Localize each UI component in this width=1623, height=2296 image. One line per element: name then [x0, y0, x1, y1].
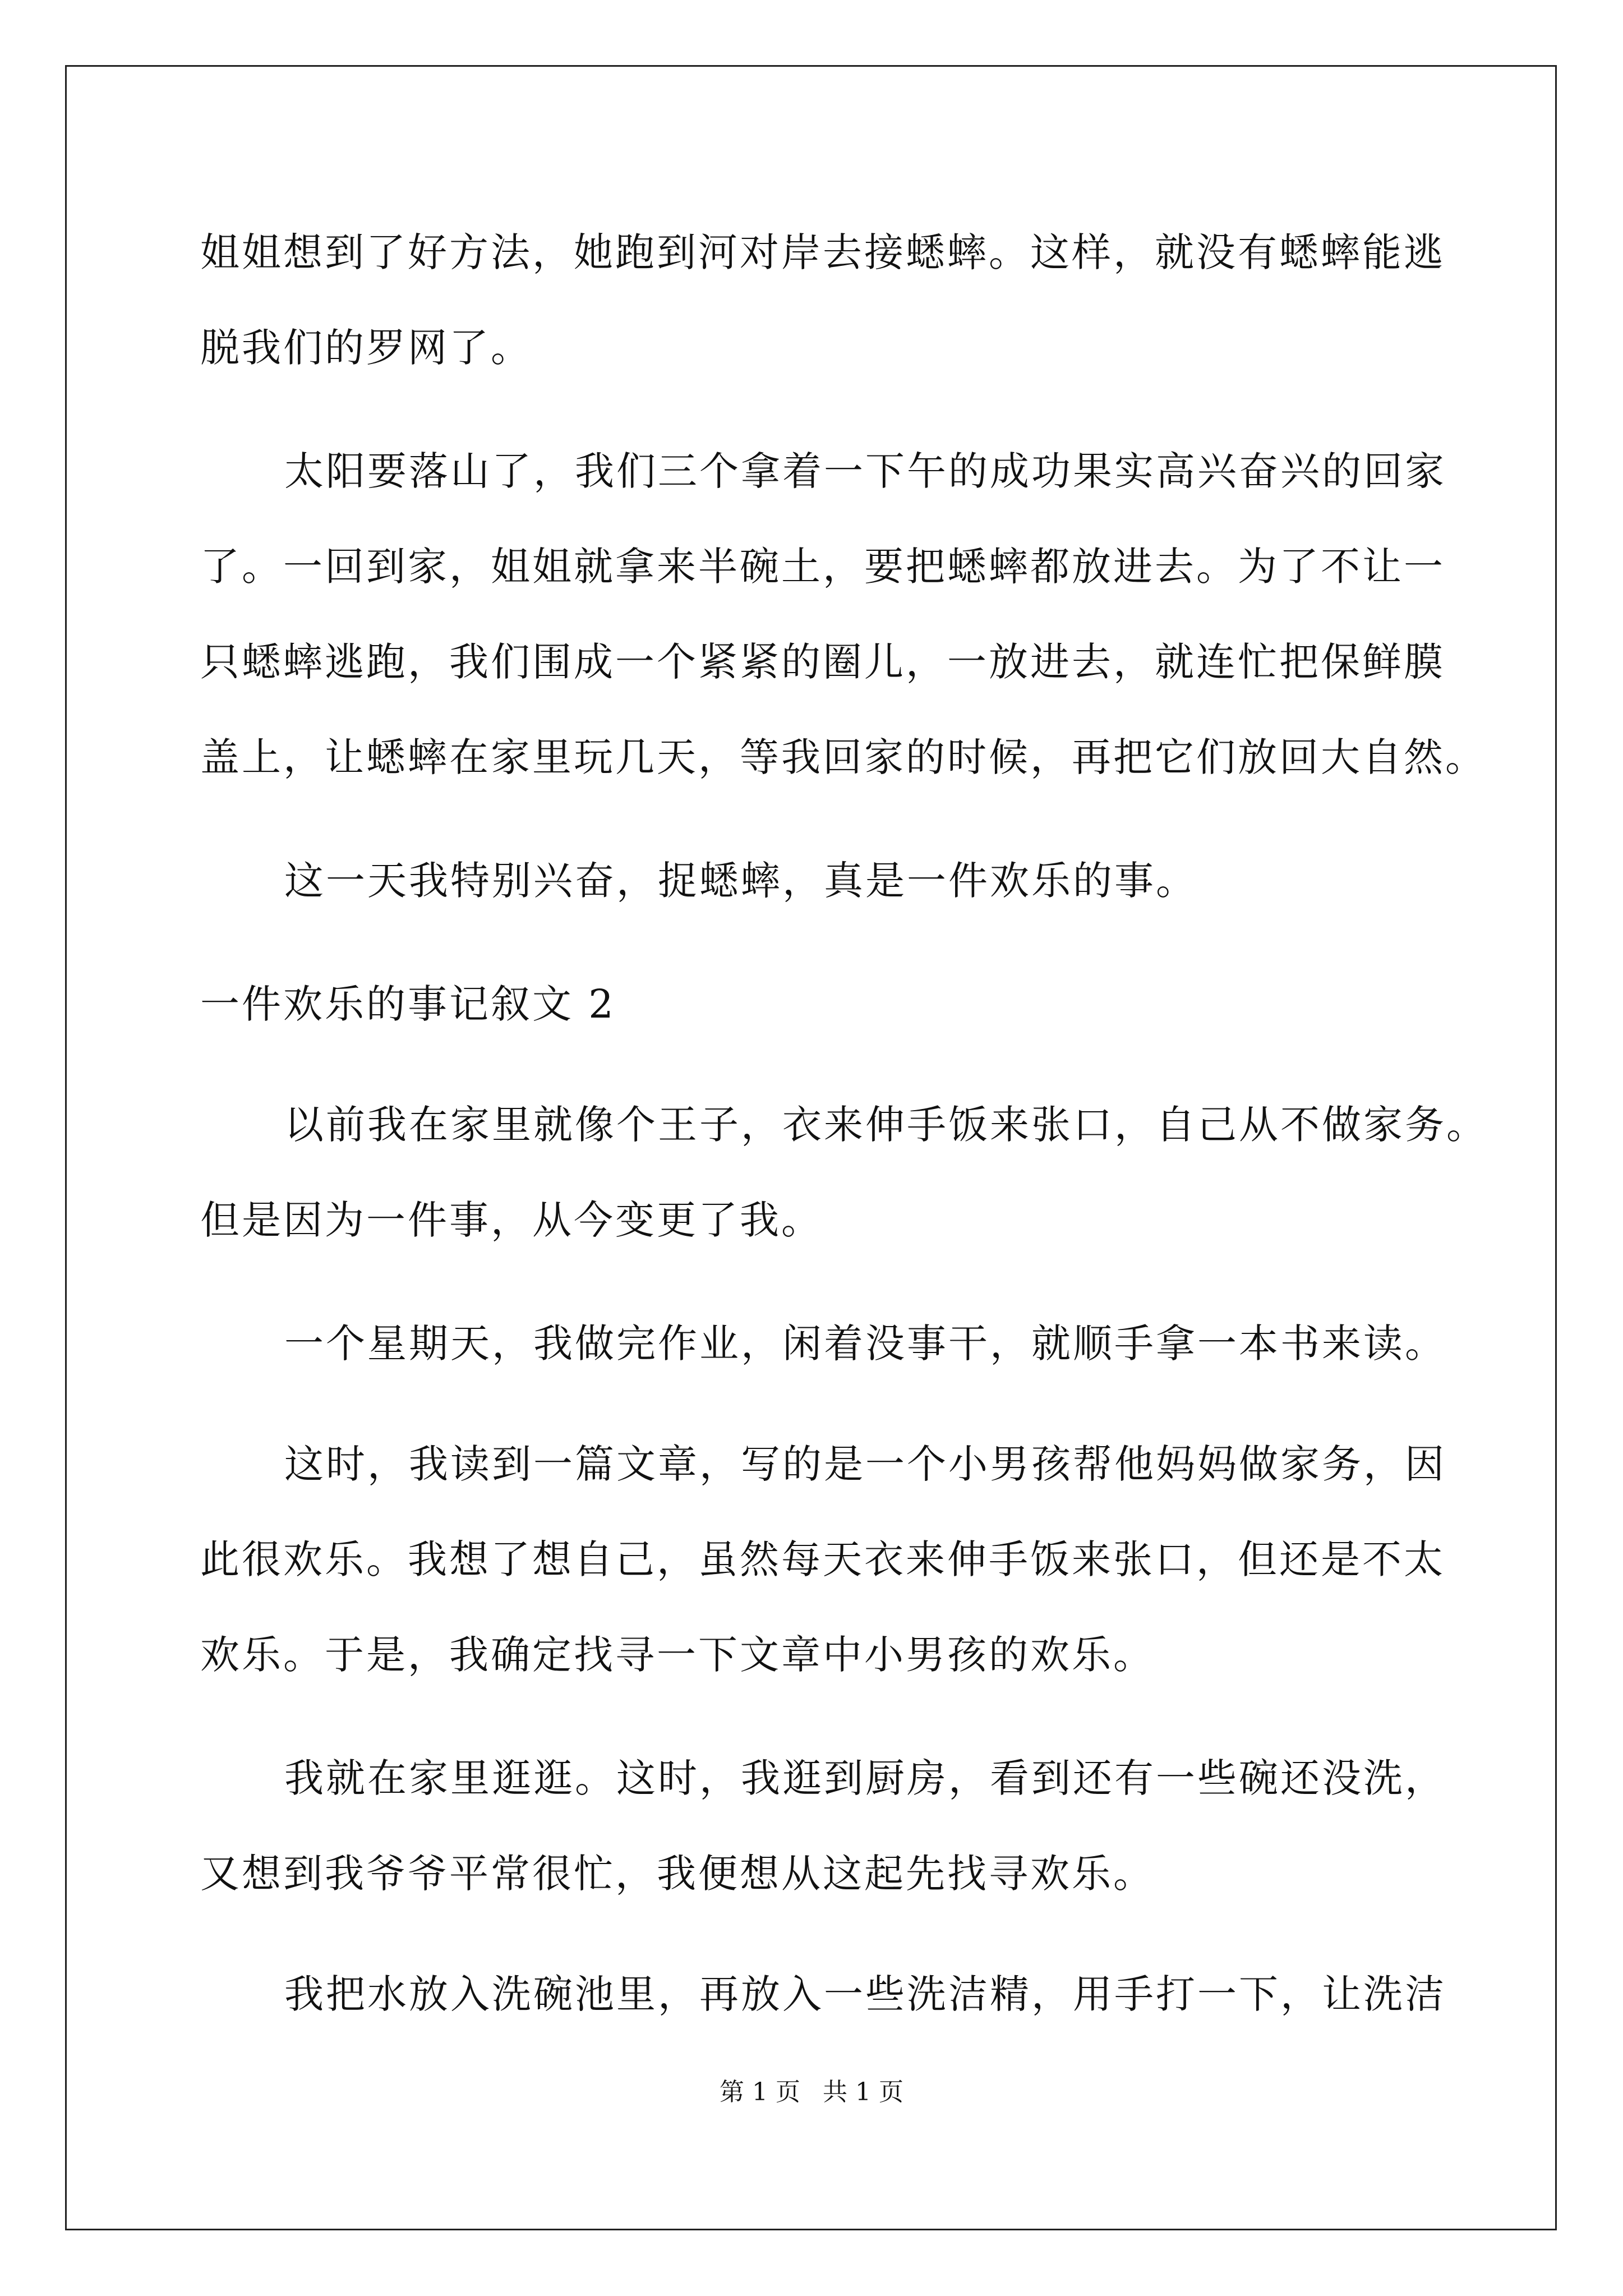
paragraph-line: 太阳要落山了，我们三个拿着一下午的成功果实高兴奋兴的回家: [284, 448, 1446, 494]
page-total: 共 1 页: [823, 2078, 903, 2106]
page-footer: [0, 2076, 1623, 2109]
paragraph-line: 又想到我爷爷平常很忙，我便想从这起先找寻欢乐。: [200, 1851, 1155, 1897]
page-number: 第 1 页: [720, 2078, 800, 2106]
paragraph-line: 但是因为一件事，从今变更了我。: [200, 1197, 823, 1243]
paragraph-line: 我就在家里逛逛。这时，我逛到厨房，看到还有一些碗还没洗，: [284, 1755, 1446, 1801]
paragraph-line: 此很欢乐。我想了想自己，虽然每天衣来伸手饭来张口，但还是不太: [200, 1536, 1445, 1582]
paragraph-line: 这一天我特别兴奋，捉蟋蟀，真是一件欢乐的事。: [284, 858, 1197, 904]
paragraph-line: 这时，我读到一篇文章，写的是一个小男孩帮他妈妈做家务，因: [284, 1441, 1446, 1487]
paragraph-line: 脱我们的罗网了。: [200, 325, 532, 371]
paragraph-line: 只蟋蟀逃跑，我们围成一个紧紧的圈儿，一放进去，就连忙把保鲜膜: [200, 639, 1445, 685]
section-heading: 一件欢乐的事记叙文 2: [200, 981, 616, 1027]
paragraph-line: 以前我在家里就像个王子，衣来伸手饭来张口，自己从不做家务。: [284, 1102, 1488, 1148]
paragraph-line: 欢乐。于是，我确定找寻一下文章中小男孩的欢乐。: [200, 1632, 1155, 1678]
paragraph-line: 我把水放入洗碗池里，再放入一些洗洁精，用手打一下，让洗洁: [284, 1971, 1446, 2017]
paragraph-line: 了。一回到家，姐姐就拿来半碗土，要把蟋蟀都放进去。为了不让一: [200, 544, 1445, 590]
paragraph-line: 盖上，让蟋蟀在家里玩几天，等我回家的时候，再把它们放回大自然。: [200, 734, 1487, 780]
paragraph-line: 姐姐想到了好方法，她跑到河对岸去接蟋蟀。这样，就没有蟋蟀能逃: [200, 229, 1445, 275]
paragraph-line: 一个星期天，我做完作业，闲着没事干，就顺手拿一本书来读。: [284, 1320, 1446, 1366]
